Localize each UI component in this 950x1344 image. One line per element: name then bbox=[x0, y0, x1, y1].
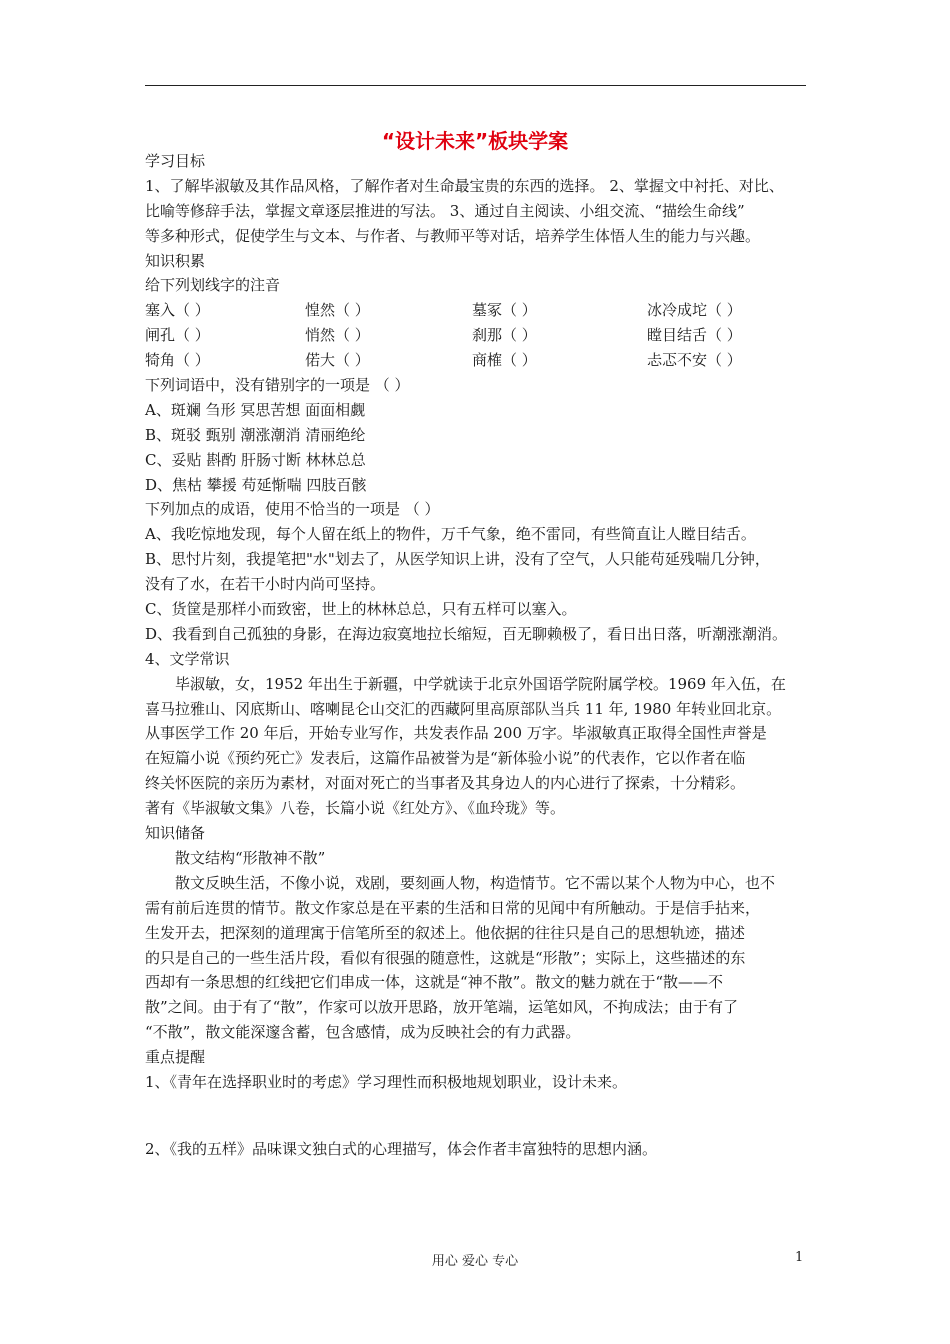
pinyin-item: 偌大（ ） bbox=[305, 351, 370, 370]
typo-option: C、妥贴 斟酌 肝肠寸断 林林总总 bbox=[145, 450, 366, 469]
essay-line: 西却有一条思想的红线把它们串成一体，这就是“神不散”。散文的魅力就在于“散——不 bbox=[145, 973, 724, 992]
essay-line: 生发开去，把深刻的道理寓于信笔所至的叙述上。他依据的往往只是自己的思想轨迹，描述 bbox=[145, 923, 746, 942]
idiom-option: C、货筐是那样小而致密，世上的林林总总，只有五样可以塞入。 bbox=[145, 600, 577, 619]
essay-line: 的只是自己的一些生活片段，看似有很强的随意性，这就是“形散”；实际上，这些描述的东 bbox=[145, 948, 746, 967]
pinyin-item: 瞠目结舌（ ） bbox=[647, 326, 742, 345]
focus-heading: 重点提醒 bbox=[145, 1048, 206, 1067]
focus-item: 2、《我的五样》品味课文独白式的心理描写，体会作者丰富独特的思想内涵。 bbox=[145, 1139, 658, 1158]
typo-question: 下列词语中，没有错别字的一项是 （ ） bbox=[145, 376, 410, 395]
pinyin-item: 刹那（ ） bbox=[472, 326, 537, 345]
idiom-option: A、我吃惊地发现，每个人留在纸上的物件，万千气象，绝不雷同，有些简直让人瞠目结舌。 bbox=[145, 525, 756, 544]
document-body bbox=[145, 149, 811, 1162]
idiom-option: D、我看到自己孤独的身影，在海边寂寞地拉长缩短，百无聊赖极了，看日出日落，听潮涨潮消。 bbox=[145, 624, 788, 643]
essay-line: 散文反映生活，不像小说，戏剧，要刻画人物，构造情节。它不需以某个人物为中心，也不 bbox=[175, 873, 776, 892]
idiom-option: 没有了水，在若干小时内尚可坚持。 bbox=[145, 575, 386, 594]
knowledge-heading: 知识积累 bbox=[145, 251, 206, 270]
pinyin-item: 悄然（ ） bbox=[305, 326, 370, 345]
goals-line: 等多种形式，促使学生与文本、与作者、与教师平等对话，培养学生体悟人生的能力与兴趣。 bbox=[145, 226, 761, 245]
pinyin-item: 塞入（ ） bbox=[145, 301, 210, 320]
header-rule bbox=[145, 85, 806, 86]
literature-line: 喜马拉雅山、冈底斯山、喀喇昆仑山交汇的西藏阿里高原部队当兵 11 年, 1980 年转业回北京。 bbox=[145, 699, 782, 718]
pinyin-row bbox=[145, 298, 811, 323]
pinyin-item: 犄角（ ） bbox=[145, 351, 210, 370]
pinyin-item: 商榷（ ） bbox=[472, 351, 537, 370]
literature-line: 在短篇小说《预约死亡》发表后，这篇作品被誉为是“新体验小说”的代表作，它以作者在临 bbox=[145, 749, 746, 768]
pinyin-question: 给下列划线字的注音 bbox=[145, 276, 281, 295]
typo-option: D、焦枯 攀援 苟延惭喘 四肢百骸 bbox=[145, 475, 367, 494]
pinyin-item: 冰冷成坨（ ） bbox=[647, 301, 742, 320]
blank-space bbox=[145, 1095, 811, 1137]
literature-heading: 4、文学常识 bbox=[145, 649, 230, 668]
literature-line: 从事医学工作 20 年后，开始专业写作，共发表作品 200 万字。毕淑敏真正取得全国性声誉是 bbox=[145, 724, 767, 743]
essay-line: 需有前后连贯的情节。散文作家总是在平素的生活和日常的见闻中有所触动。于是信手拈来， bbox=[145, 898, 761, 917]
goals-line: 1、了解毕淑敏及其作品风格，了解作者对生命最宝贵的东西的选择。 2、掌握文中衬托、对比、 bbox=[145, 176, 784, 195]
essay-title: 散文结构“形散神不散” bbox=[175, 848, 326, 867]
pinyin-row bbox=[145, 348, 811, 373]
reserve-heading: 知识储备 bbox=[145, 824, 206, 843]
goals-heading: 学习目标 bbox=[145, 152, 206, 170]
pinyin-item: 闸孔（ ） bbox=[145, 326, 210, 345]
essay-line: 散”之间。由于有了“散”，作家可以放开思路，放开笔端，运笔如风，不拘成法；由于有了 bbox=[145, 998, 739, 1017]
idiom-question: 下列加点的成语，使用不恰当的一项是 （ ） bbox=[145, 500, 440, 519]
page-number: 1 bbox=[795, 1250, 804, 1265]
pinyin-item: 惶然（ ） bbox=[305, 301, 370, 320]
focus-item: 1、《青年在选择职业时的考虑》学习理性而积极地规划职业，设计未来。 bbox=[145, 1072, 628, 1091]
pinyin-row bbox=[145, 323, 811, 348]
essay-line: “不散”，散文能深邃含蓄，包含感情，成为反映社会的有力武器。 bbox=[145, 1023, 581, 1042]
pinyin-item: 墓冢（ ） bbox=[472, 301, 537, 320]
pinyin-item: 忐忑不安（ ） bbox=[647, 351, 742, 370]
literature-line: 终关怀医院的亲历为素材，对面对死亡的当事者及其身边人的内心进行了探索，十分精彩。 bbox=[145, 774, 746, 793]
idiom-option: B、思忖片刻，我提笔把"水"划去了，从医学知识上讲，没有了空气，人只能苟延残喘几分钟， bbox=[145, 550, 770, 569]
literature-line: 著有《毕淑敏文集》八卷，长篇小说《红处方》、《血玲珑》等。 bbox=[145, 799, 566, 818]
page-footer: 用心 爱心 专心 bbox=[431, 1254, 519, 1269]
literature-line: 毕淑敏，女，1952 年出生于新疆，中学就读于北京外国语学院附属学校。1969 年入伍，在 bbox=[175, 674, 786, 693]
typo-option: A、斑斓 刍形 冥思苦想 面面相觑 bbox=[145, 400, 366, 419]
document-title: “设计未来”板块学案 bbox=[381, 129, 569, 153]
typo-option: B、斑驳 甄别 潮涨潮消 清丽绝纶 bbox=[145, 425, 366, 444]
goals-line: 比喻等修辞手法，掌握文章逐层推进的写法。 3、通过自主阅读、小组交流、“描绘生命线” bbox=[145, 201, 745, 220]
